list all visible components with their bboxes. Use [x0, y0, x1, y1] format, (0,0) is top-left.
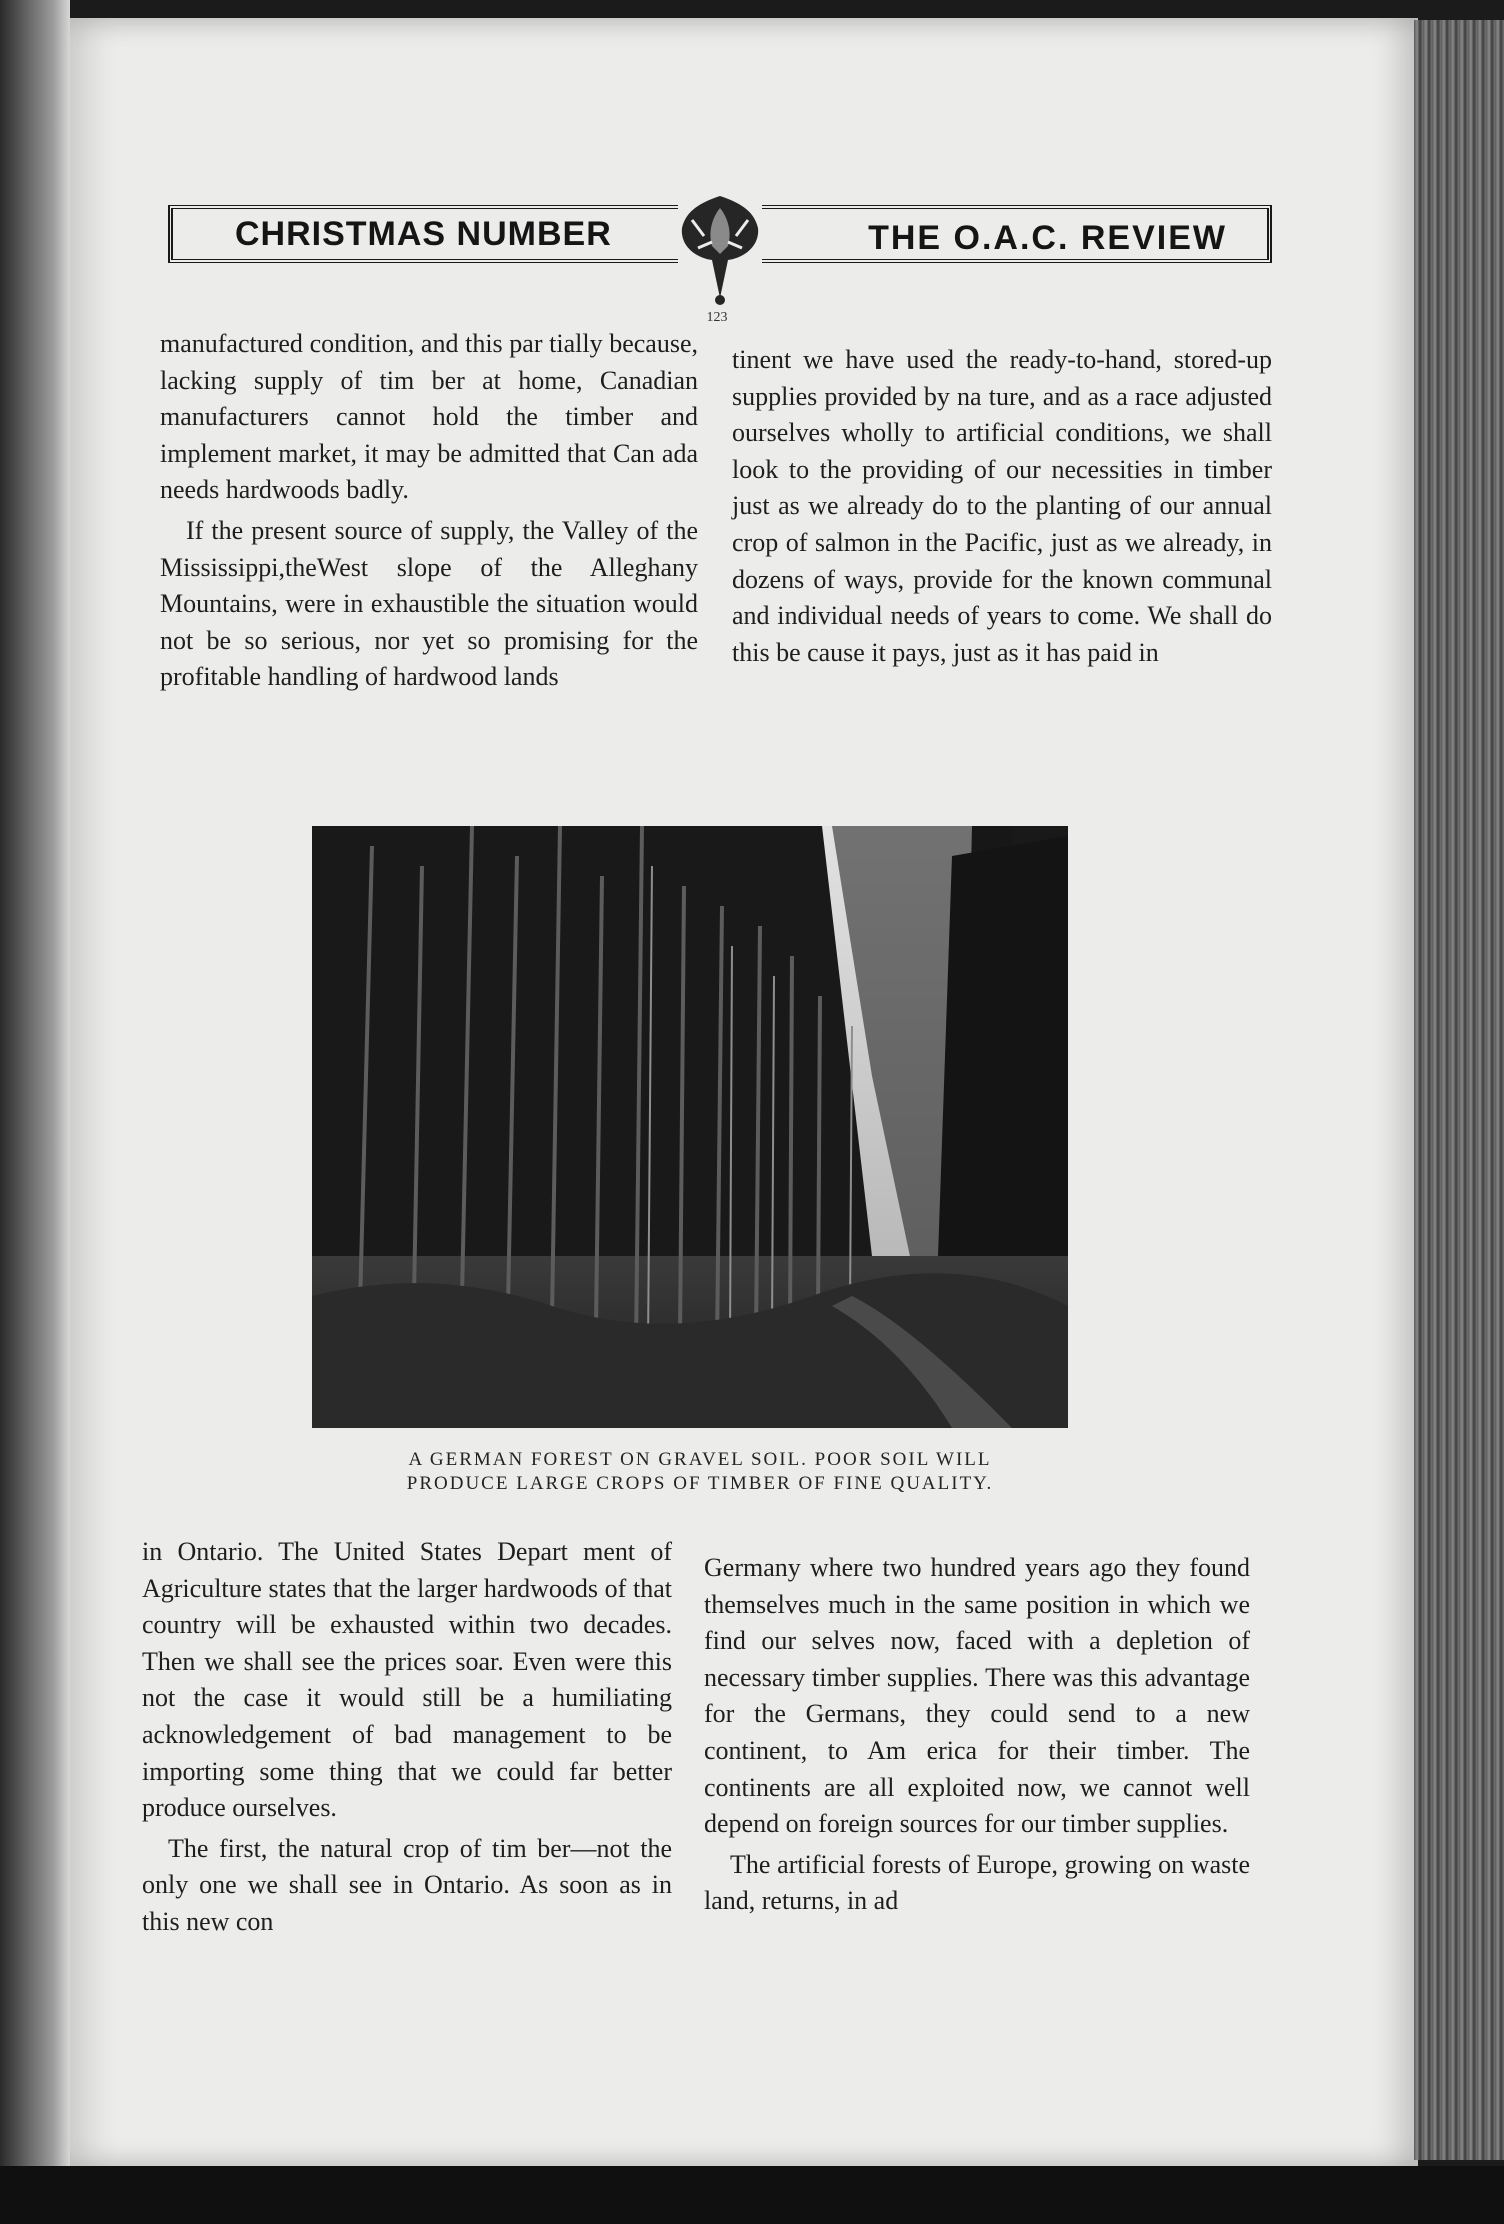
scan-bottom-edge [0, 2166, 1504, 2224]
page-number: 123 [706, 310, 728, 325]
column-top-left [160, 326, 698, 696]
paragraph: tinent we have used the ready-to-hand, stored-up supplies provided by na ture, and as a race adjusted ourselves wholly to artificial conditions, we shall look to the providing of our necessities in timber just as we already do to the planting of our annual crop of salmon in the Pacific, just as we already, in dozens of ways, provide for the known communal and individual needs of years to come. We shall do this be cause it pays, just as it has paid in [732, 345, 1272, 667]
column-top-right [732, 342, 1272, 671]
column-bottom-right [704, 1550, 1250, 1920]
paragraph: in Ontario. The United States Depart ment of Agriculture states that the larger hardwoods of that country will be exhausted within two decades. Then we shall see the prices soar. Even were this not the case it would still be a humiliating acknowledgement of bad management to be importing some thing that we could far better produce ourselves. [142, 1537, 672, 1823]
column-bottom-left [142, 1534, 672, 1941]
forest-photograph [312, 826, 1068, 1428]
caption-line: PRODUCE LARGE CROPS OF TIMBER OF FINE QUALITY. [406, 1473, 994, 1494]
header-title-right: THE O.A.C. REVIEW [868, 219, 1227, 257]
paragraph: The artificial forests of Europe, growing on waste land, returns, in ad [704, 1849, 1250, 1916]
book-binding-edge [0, 0, 70, 2224]
header-title-left: CHRISTMAS NUMBER [235, 215, 612, 253]
paragraph: If the present source of supply, the Valley of the Mississippi,theWest slope of the Alleghany Mountains, were in exhaustible the situation would not be so serious, nor yet so promising for the profitable handling of hardwood lands [160, 515, 698, 692]
paragraph: manufactured condition, and this par tially because, lacking supply of tim ber at home, Canadian manufacturers cannot hold the timber and implement market, it may be admitted that Can ada needs hardwoods badly. [160, 329, 698, 505]
paragraph: The first, the natural crop of tim ber—not the only one we shall see in Ontario. As soon as in this new con [142, 1833, 672, 1936]
caption-line: A GERMAN FOREST ON GRAVEL SOIL. POOR SOIL WILL [408, 1449, 992, 1470]
photo-caption [250, 1448, 1150, 1496]
page-stack-edge [1414, 20, 1504, 2160]
paragraph: Germany where two hundred years ago they found themselves much in the same position in which we find our selves now, faced with a depletion of necessary timber supplies. There was this advantage for the Germans, they could send to a new continent, to Am erica for their timber. The continents are all exploited now, we cannot well depend on foreign sources for our timber supplies. [704, 1553, 1250, 1839]
crest-emblem-icon [672, 188, 768, 308]
